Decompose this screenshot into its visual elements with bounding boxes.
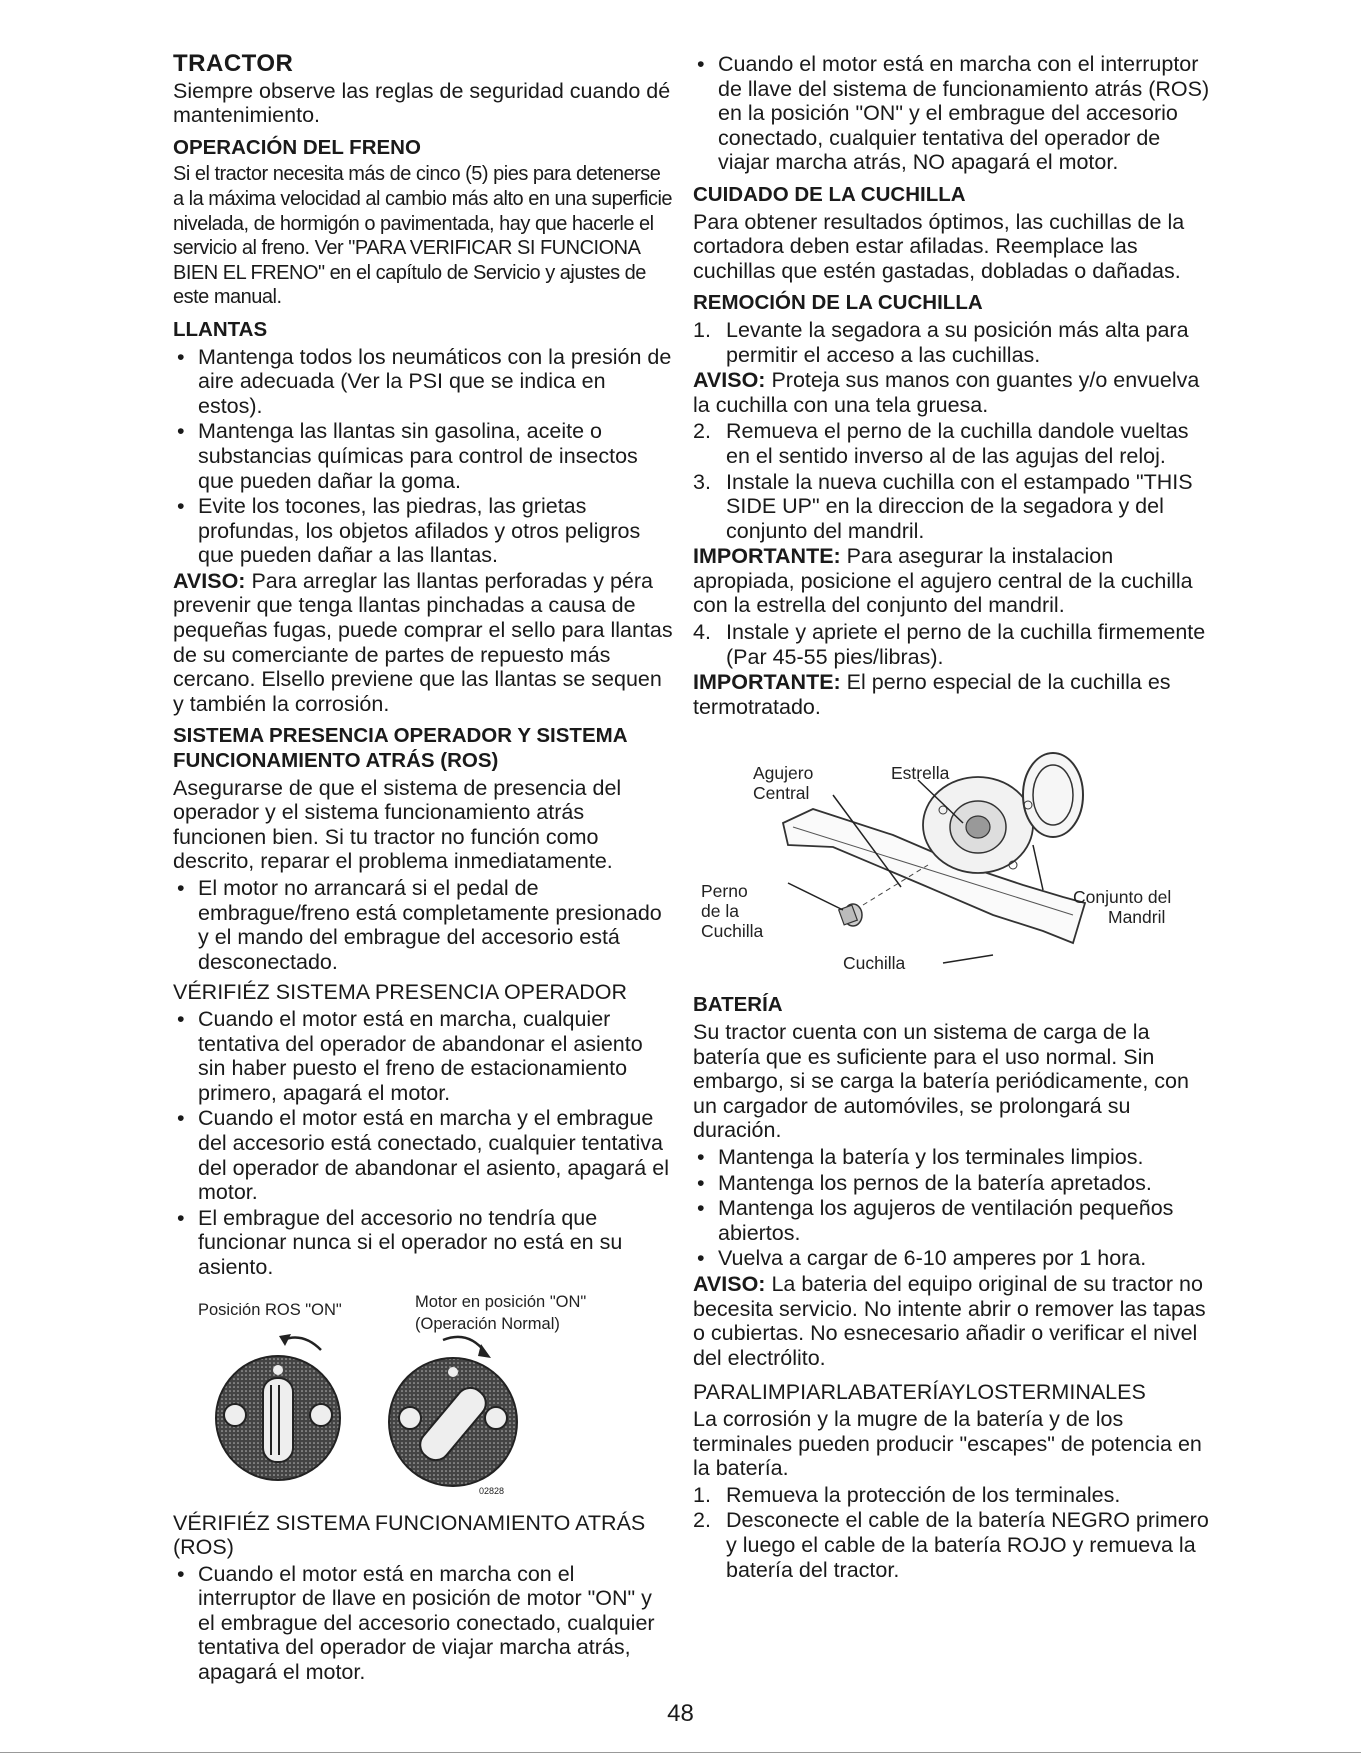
- blade-removal-steps-a: [693, 318, 1213, 367]
- battery-text: Su tractor cuenta con un sistema de carga de la batería que es suficiente para el uso normal. Sin embargo, si se carga la batería periódicamente, con un cargador de automóviles, se prolongará su duración.: [693, 1020, 1189, 1143]
- left-column: [173, 52, 673, 1686]
- verify-ros-list: [173, 1562, 673, 1685]
- list-item: [693, 1508, 1213, 1582]
- ignition-switch-drawing: [173, 1290, 673, 1505]
- list-item: • Cuando el motor está en marcha y el embrague del accesorio está conectado, cualquier tentativa del operador de abandonar el asiento, apagará el motor.: [173, 1106, 673, 1204]
- notice-label: AVISO:: [173, 568, 246, 593]
- clean-steps: [693, 1483, 1213, 1582]
- ros-continued-list: [693, 52, 1213, 175]
- brake-text: Si el tractor necesita más de cinco (5) pies para detenerse a la máxima velocidad al cambio más alto en una superficie nivelada, de hormigón o pavimentada, hay que hacerle el servicio al freno. Ver "PARA VERIFICAR SI FUNCIONA BIEN EL FRENO" en el capítulo de Servicio y ajustes de este manual.: [173, 163, 673, 309]
- battery-notice: [693, 1272, 1213, 1370]
- list-item: [693, 419, 1213, 468]
- blade-important-2: [693, 670, 1213, 719]
- step-text: Remueva el perno de la cuchilla dandole vueltas en el sentido inverso al de las agujas del reloj.: [726, 419, 1189, 468]
- label-perno: Perno: [701, 881, 748, 902]
- tires-notice: [173, 569, 673, 717]
- ignition-key-figure: [173, 1290, 673, 1505]
- list-item: [693, 620, 1213, 669]
- important-text: El perno especial de la cuchilla es termotratado.: [693, 670, 1171, 719]
- intro-text: Siempre observe las reglas de seguridad cuando dé mantenimiento.: [173, 78, 671, 128]
- label-cuchilla: Cuchilla: [843, 953, 906, 974]
- notice-text: Para arreglar las llantas perforadas y péra prevenir que tenga llantas pinchadas a causa de pequeñas fugas, puede comprar el sello para llantas de su comerciante de partes de repuesto más cercano. Elsello previene que las llantas se sequen y también la corrosión.: [173, 568, 673, 716]
- figure-label-ros: Posición ROS "ON": [198, 1300, 342, 1319]
- clean-text: La corrosión y la mugre de la batería y de los terminales pueden producir "escapes" de potencia en la batería.: [693, 1406, 1202, 1481]
- list-item: • Mantenga las llantas sin gasolina, aceite o substancias químicas para control de insectos que pueden dañar la goma.: [173, 419, 673, 493]
- step-number: 1.: [693, 317, 711, 342]
- notice-label: AVISO:: [693, 1271, 766, 1296]
- label-de-la: de la: [701, 901, 739, 922]
- important-text: Para asegurar la instalacion apropiada, posicione el agujero central de la cuchilla con la estrella del conjunto del mandril.: [693, 544, 1193, 618]
- notice-label: AVISO:: [693, 368, 766, 393]
- blade-notice: [693, 368, 1213, 417]
- label-cuchilla-bolt: Cuchilla: [701, 921, 764, 942]
- notice-text: Proteja sus manos con guantes y/o envuelva la cuchilla con una tela gruesa.: [693, 368, 1200, 417]
- list-item: [693, 318, 1213, 367]
- heading-brake: OPERACIÓN DEL FRENO: [173, 135, 421, 159]
- important-label: IMPORTANTE:: [693, 670, 841, 695]
- blade-assembly-figure: [693, 735, 1213, 985]
- figure-label-normal: (Operación Normal): [415, 1314, 560, 1333]
- list-item: [693, 470, 1213, 544]
- ros-list: [173, 876, 673, 974]
- figure-code: 02828: [479, 1485, 505, 1496]
- label-conjunto: Conjunto del: [1073, 887, 1172, 908]
- list-item: • Mantenga los agujeros de ventilación pequeños abiertos.: [693, 1196, 1213, 1245]
- list-item: [693, 1483, 1213, 1508]
- blade-important-1: [693, 544, 1213, 618]
- step-text: Desconecte el cable de la batería NEGRO primero y luego el cable de la batería ROJO y remueva la batería del tractor.: [726, 1508, 1209, 1582]
- step-number: 3.: [693, 469, 711, 494]
- heading-tires: LLANTAS: [173, 317, 268, 341]
- list-item: • Cuando el motor está en marcha con el interruptor de llave en posición de motor "ON" y el embrague del accesorio conectado, cualquier tentativa del operador de viajar marcha atrás, apagará el motor.: [173, 1562, 673, 1685]
- step-text: Levante la segadora a su posición más alta para permitir el acceso a las cuchillas.: [726, 317, 1189, 367]
- list-item: • Cuando el motor está en marcha con el interruptor de llave del sistema de funcionamiento atrás (ROS) en la posición "ON" y el embrague del accesorio conectado, cualquier tentativa del operador de viajar marcha atrás, NO apagará el motor.: [693, 52, 1213, 175]
- heading-verify-ros: VÉRIFIÉZ SISTEMA FUNCIONAMIENTO ATRÁS (ROS): [173, 1510, 646, 1560]
- heading-blade-removal: REMOCIÓN DE LA CUCHILLA: [693, 291, 983, 315]
- switch-motor-on-icon: [389, 1336, 517, 1485]
- heading-blade-care: CUIDADO DE LA CUCHILLA: [693, 182, 966, 206]
- heading-clean-battery: PARALIMPIARLABATERÍAYLOSTERMINALES: [693, 1380, 1146, 1405]
- list-item: • El embrague del accesorio no tendría que funcionar nunca si el operador no está en su asiento.: [173, 1206, 673, 1280]
- switch-ros-on-icon: [216, 1334, 340, 1480]
- page-number: 48: [667, 1700, 694, 1727]
- list-item: • Cuando el motor está en marcha, cualquier tentativa del operador de abandonar el asiento sin haber puesto el freno de estacionamiento primero, apagará el motor.: [173, 1007, 673, 1105]
- heading-verify-presence: VÉRIFIÉZ SISTEMA PRESENCIA OPERADOR: [173, 980, 627, 1005]
- step-number: 1.: [693, 1482, 711, 1507]
- list-item: • Vuelva a cargar de 6-10 amperes por 1 hora.: [693, 1246, 1213, 1271]
- list-item: • Mantenga todos los neumáticos con la presión de aire adecuada (Ver la PSI que se indica en estos).: [173, 345, 673, 419]
- right-column: [693, 52, 1213, 1583]
- verify-presence-list: [173, 1007, 673, 1280]
- battery-list: [693, 1145, 1213, 1271]
- step-text: Remueva la protección de los terminales.: [726, 1482, 1121, 1507]
- heading-ros-system: SISTEMA PRESENCIA OPERADOR Y SISTEMA FUNCIONAMIENTO ATRÁS (ROS): [173, 724, 627, 773]
- list-item: • Mantenga la batería y los terminales limpios.: [693, 1145, 1213, 1170]
- list-item: • Evite los tocones, las piedras, las grietas profundas, los objetos afilados y otros peligros que pueden dañar a las llantas.: [173, 494, 673, 568]
- blade-care-text: Para obtener resultados óptimos, las cuchillas de la cortadora deben estar afiladas. Reemplace las cuchillas que estén gastadas, dobladas o dañadas.: [693, 209, 1185, 283]
- important-label: IMPORTANTE:: [693, 544, 841, 569]
- section-title-tractor: TRACTOR: [173, 50, 294, 77]
- notice-text: La bateria del equipo original de su tractor no becesita servicio. No intente abrir o remover las tapas o cubiertas. No esnecesario añadir o verificar el nivel del electrólito.: [693, 1271, 1206, 1370]
- blade-bolt-icon: [839, 904, 862, 926]
- figure-label-motor: Motor en posición "ON": [415, 1292, 587, 1311]
- list-item: • El motor no arrancará si el pedal de embrague/freno está completamente presionado y el mando del embrague del accesorio está desconectado.: [173, 876, 673, 974]
- ros-text: Asegurarse de que el sistema de presencia del operador y el sistema funcionamiento atrás funcionen bien. Si tu tractor no función como descrito, reparar el problema inmediatamente.: [173, 775, 622, 874]
- list-item: • Mantenga los pernos de la batería apretados.: [693, 1171, 1213, 1196]
- label-central: Central: [753, 783, 810, 804]
- blade-removal-steps-b: [693, 419, 1213, 543]
- label-mandril: Mandril: [1108, 907, 1166, 928]
- tires-list: [173, 345, 673, 568]
- blade-removal-steps-c: [693, 620, 1213, 669]
- label-agujero: Agujero: [753, 763, 814, 784]
- bottom-rule: [0, 1752, 1361, 1753]
- heading-battery: BATERÍA: [693, 993, 783, 1017]
- label-estrella: Estrella: [891, 763, 950, 784]
- step-number: 2.: [693, 1508, 711, 1533]
- step-number: 4.: [693, 620, 711, 645]
- step-number: 2.: [693, 419, 711, 444]
- step-text: Instale la nueva cuchilla con el estampado "THIS SIDE UP" en la direccion de la segadora y del conjunto del mandril.: [726, 469, 1193, 543]
- step-text: Instale y apriete el perno de la cuchilla firmemente (Par 45-55 pies/libras).: [726, 620, 1206, 669]
